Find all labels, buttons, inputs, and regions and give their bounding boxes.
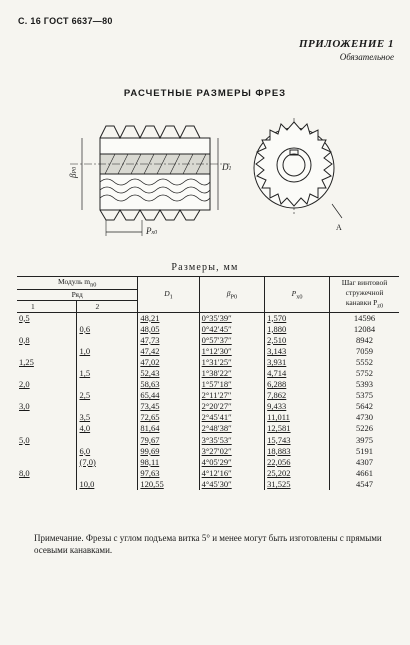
step-cell: 3975: [330, 435, 399, 446]
beta-label: βP0: [68, 166, 78, 178]
module-row2-cell: 3,5: [77, 412, 138, 423]
pitch-label: Px0: [146, 226, 158, 236]
module-row2-cell: [77, 335, 138, 346]
d1-cell: 98,11: [138, 457, 199, 468]
sizes-caption: Размеры, мм: [171, 262, 239, 273]
module-row2-cell: (7,0): [77, 457, 138, 468]
pitch-cell: 3,931: [265, 357, 330, 368]
step-cell: 14596: [330, 312, 399, 324]
col-pitch-header: $P_{x0}$: [265, 277, 330, 313]
d1-cell: 47,42: [138, 346, 199, 357]
page-header: С. 16 ГОСТ 6637—80: [18, 16, 113, 26]
module-row1-cell: [17, 368, 77, 379]
beta-cell: 4°05′29″: [199, 457, 265, 468]
module-header: Модуль $m_{n0}$: [17, 277, 138, 290]
module-row2-cell: [77, 357, 138, 368]
pitch-cell: 7,862: [265, 390, 330, 401]
top-teeth: [100, 126, 200, 138]
table-row: [17, 446, 399, 457]
col-d1-header: $D_1$: [138, 277, 199, 313]
step-cell: 4730: [330, 412, 399, 423]
module-row1-cell: 0,8: [19, 334, 30, 345]
step-cell: 12084: [330, 324, 399, 335]
pitch-cell: 11,011: [265, 412, 330, 423]
pitch-cell: 9,433: [265, 401, 330, 412]
beta-cell: 0°57′37″: [199, 335, 265, 346]
col-step-header: Шаг винтовой стружечной канавки $P_{z0}$: [330, 277, 399, 313]
beta-cell: 1°12′30″: [199, 346, 265, 357]
module-row2-cell: [77, 401, 138, 412]
module-row1-cell: [17, 457, 77, 468]
module-row1-cell: 2,0: [19, 379, 30, 390]
d1-cell: 97,63: [138, 468, 199, 479]
beta-cell: 2°45′41″: [199, 412, 265, 423]
pitch-cell: 4,714: [265, 368, 330, 379]
appendix-subtitle: Обязательное: [339, 52, 394, 62]
col-beta-header: $\beta_{P0}$: [199, 277, 265, 313]
table-row: [17, 357, 399, 368]
step-cell: 5552: [330, 357, 399, 368]
pitch-cell: 25,202: [265, 468, 330, 479]
module-row1-cell: [17, 479, 77, 490]
module-row1-cell: 3,0: [19, 401, 30, 412]
pitch-cell: 6,288: [265, 379, 330, 390]
module-row1-cell: [17, 423, 77, 434]
step-cell: 5191: [330, 446, 399, 457]
step-cell: 4307: [330, 457, 399, 468]
pitch-cell: 12,581: [265, 423, 330, 434]
row2-header: 2: [77, 300, 138, 312]
footnote: Примечание. Фрезы с углом подъема витка 5° и менее могут быть изготовлены с прямыми осевыми канавками.: [34, 533, 382, 555]
table-row: [17, 346, 399, 357]
d1-cell: 47,73: [138, 335, 199, 346]
step-cell: 7059: [330, 346, 399, 357]
beta-cell: 4°45′30″: [199, 479, 265, 490]
section-label: A: [336, 223, 342, 232]
d1-cell: 48,21: [138, 312, 199, 324]
d1-cell: 65,44: [138, 390, 199, 401]
table-row: [17, 312, 399, 324]
table-row: [17, 479, 399, 490]
bottom-teeth: [100, 210, 200, 220]
pitch-cell: 3,143: [265, 346, 330, 357]
row1-header: 1: [17, 300, 77, 312]
beta-cell: 1°31′25″: [199, 357, 265, 368]
appendix-block: [299, 38, 394, 62]
d1-cell: 99,69: [138, 446, 199, 457]
table-row: [17, 423, 399, 434]
d1-cell: 73,45: [138, 401, 199, 412]
module-row2-cell: 6,0: [77, 446, 138, 457]
step-cell: 5752: [330, 368, 399, 379]
d1-cell: 81,64: [138, 423, 199, 434]
table-row: [17, 368, 399, 379]
module-row1-cell: [17, 412, 77, 423]
pitch-cell: 22,056: [265, 457, 330, 468]
module-row1-cell: 5,0: [19, 434, 30, 445]
module-row2-cell: 1,5: [77, 368, 138, 379]
module-row2-cell: 2,5: [77, 390, 138, 401]
beta-cell: 1°38′22″: [199, 368, 265, 379]
d1-cell: 72,65: [138, 412, 199, 423]
table-row: [17, 468, 399, 479]
d1-cell: 58,63: [138, 379, 199, 390]
beta-cell: 2°48′38″: [199, 423, 265, 434]
module-row2-cell: 4,0: [77, 423, 138, 434]
section-title: РАСЧЕТНЫЕ РАЗМЕРЫ ФРЕЗ: [123, 88, 287, 99]
pitch-cell: 1,570: [265, 312, 330, 324]
beta-cell: 2°11′27″: [199, 390, 265, 401]
table-row: [17, 401, 399, 412]
d1-cell: 47,02: [138, 357, 199, 368]
pitch-cell: 18,883: [265, 446, 330, 457]
module-row1-cell: [17, 324, 77, 335]
step-cell: 5393: [330, 379, 399, 390]
step-cell: 8942: [330, 335, 399, 346]
module-row1-cell: [17, 446, 77, 457]
pitch-cell: 1,880: [265, 324, 330, 335]
d1-cell: 120,55: [138, 479, 199, 490]
appendix-title: ПРИЛОЖЕНИЕ 1: [298, 38, 394, 50]
module-row1-cell: 1,25: [19, 356, 34, 367]
beta-cell: 3°27′02″: [199, 446, 265, 457]
beta-cell: 0°42′45″: [199, 324, 265, 335]
table-row: [17, 335, 399, 346]
step-cell: 5226: [330, 423, 399, 434]
row-group-header: Ряд: [17, 289, 138, 300]
module-row2-cell: [77, 379, 138, 390]
step-cell: 4661: [330, 468, 399, 479]
beta-cell: 2°20′27″: [199, 401, 265, 412]
beta-cell: 4°12′16″: [199, 468, 265, 479]
d1-cell: 79,67: [138, 435, 199, 446]
d1-label: D1: [222, 162, 232, 172]
module-row2-cell: [77, 312, 138, 324]
module-row2-cell: [77, 468, 138, 479]
beta-cell: 0°35′39″: [199, 312, 265, 324]
pitch-cell: 2,510: [265, 335, 330, 346]
d1-cell: 48,05: [138, 324, 199, 335]
module-row1-cell: [17, 390, 77, 401]
pitch-cell: 31,525: [265, 479, 330, 490]
table-row: [17, 457, 399, 468]
module-row2-cell: 1,0: [77, 346, 138, 357]
step-cell: 5375: [330, 390, 399, 401]
table-row: [17, 379, 399, 390]
step-cell: 4547: [330, 479, 399, 490]
table-row: [17, 390, 399, 401]
cutter-drawing: [60, 108, 350, 250]
d1-cell: 52,43: [138, 368, 199, 379]
module-row1-cell: 0,5: [19, 312, 30, 323]
beta-cell: 3°35′53″: [199, 435, 265, 446]
module-row2-cell: 0,6: [77, 324, 138, 335]
table-row: [17, 324, 399, 335]
dimensions-table: [17, 276, 399, 490]
beta-cell: 1°57′18″: [199, 379, 265, 390]
table-row: [17, 435, 399, 446]
step-cell: 5642: [330, 401, 399, 412]
module-row2-cell: 10,0: [77, 479, 138, 490]
table-row: [17, 412, 399, 423]
module-row1-cell: [17, 346, 77, 357]
module-row1-cell: 8,0: [19, 467, 30, 478]
module-row2-cell: [77, 435, 138, 446]
pitch-cell: 15,743: [265, 435, 330, 446]
